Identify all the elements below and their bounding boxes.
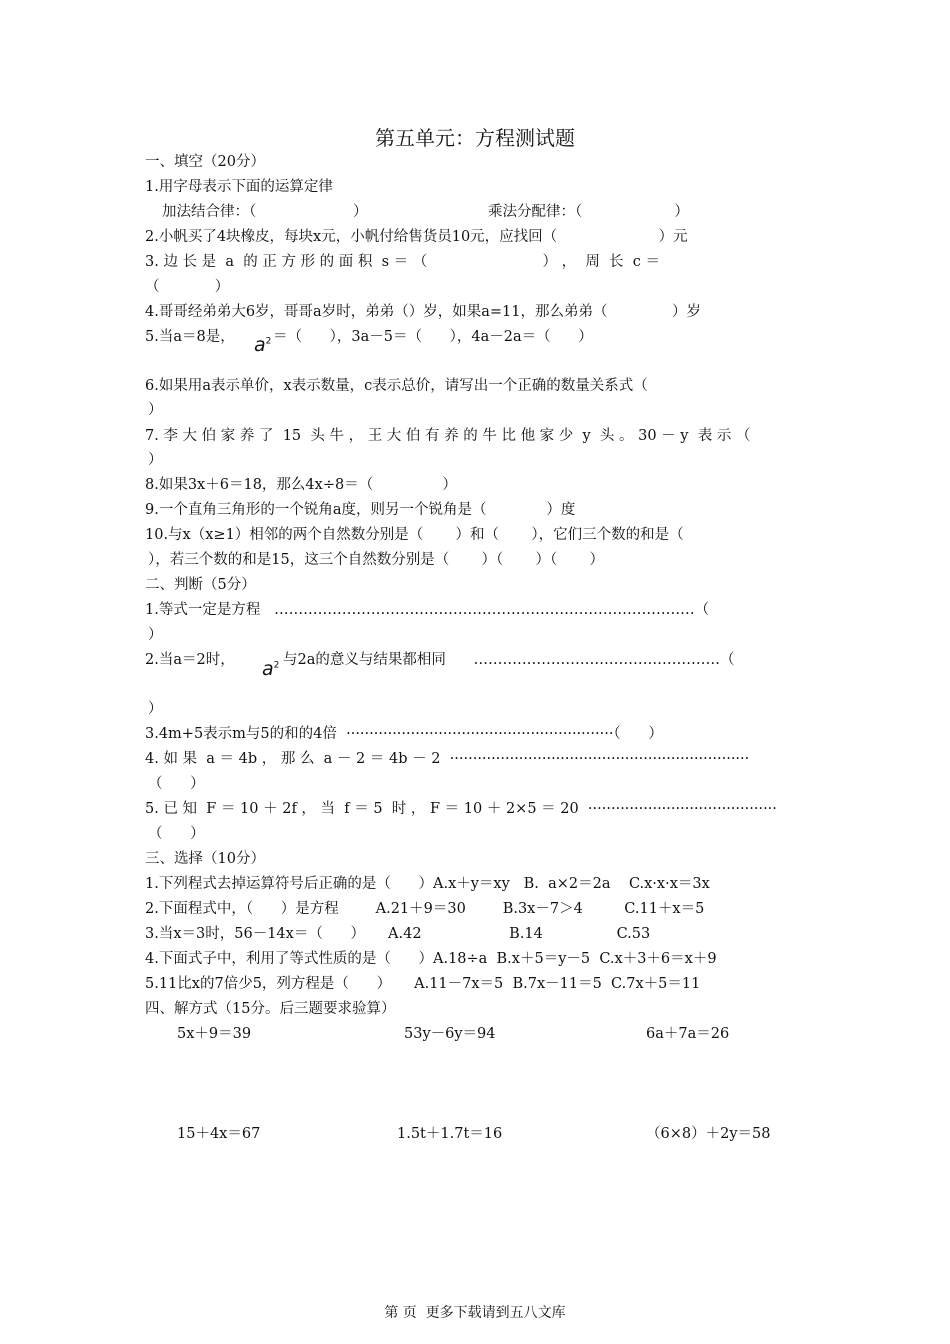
choice-q4: 4.下面式子中，利用了等式性质的是（ ）A.18÷a B.x＋5＝y－5 C.x＋3＋6＝x＋9 (145, 951, 717, 967)
fill-q1-multiplication: 乘法分配律：（ ） (488, 204, 689, 220)
judge-q5-line2: （ ） (148, 826, 205, 842)
page-title: 第五单元：方程测试题 (375, 126, 575, 150)
judge-q2-end: ） (148, 701, 163, 717)
choice-q2: 2.下面程式中，（ ）是方程 A.21＋9＝30 B.3x－7＞4 C.11＋x＝5 (145, 901, 705, 917)
fill-q5-prefix: 5.当a＝8是， (145, 329, 235, 345)
section-4-heading: 四、解方式（15分。后三题要求验算） (145, 1001, 396, 1017)
choice-q1: 1.下列程式去掉运算符号后正确的是（ ）A.x＋y＝xy B. a×2＝2a C.x·x·x＝3x (145, 876, 710, 892)
section-2-heading: 二、判断（5分） (145, 577, 256, 593)
judge-q1: 1.等式一定是方程 ……………………………………………………………………………（ (145, 602, 710, 618)
equation: （6×8）＋2y＝58 (646, 1126, 771, 1142)
fill-q1: 1.用字母表示下面的运算定律 (145, 179, 333, 195)
judge-q5-line1: 5. 已 知 F ＝ 10 ＋ 2f ， 当 f ＝ 5 时 ， F ＝ 10 ＋ 2×5 ＝ 20 ········································· (145, 801, 777, 817)
fill-q7-line1: 7. 李 大 伯 家 养 了 15 头 牛 ， 王 大 伯 有 养 的 牛 比 他 家 少 y 头 。 30 － y 表 示 （ (145, 428, 751, 444)
section-3-heading: 三、选择（10分） (145, 851, 265, 867)
judge-q2-rest: 与2a的意义与结果都相同 ……………………………………………（ (283, 652, 735, 668)
fill-q8: 8.如果3x＋6＝18，那么4x÷8＝（ ） (145, 477, 457, 493)
fill-q10-line2: ），若三个数的和是15，这三个自然数分别是（ ）（ ）（ ） (148, 552, 604, 568)
fill-q3-line1: 3. 边 长 是 a 的 正 方 形 的 面 积 s ＝ （ ） ， 周 长 c ＝ (145, 254, 660, 270)
judge-q1-end: ） (148, 627, 163, 643)
choice-q5: 5.11比x的7倍少5，列方程是（ ） A.11－7x＝5 B.7x－11＝5 C.7x＋5＝11 (145, 976, 701, 992)
equation: 15＋4x＝67 (177, 1126, 261, 1142)
section-1-heading: 一、填空（20分） (145, 154, 265, 170)
a-squared-formula: $a^2$ (262, 658, 280, 680)
choice-q3: 3.当x＝3时，56－14x＝（ ） A.42 B.14 C.53 (145, 926, 651, 942)
fill-q3-line2: （ ） (145, 279, 230, 295)
judge-q3: 3.4m+5表示m与5的和的4倍 ··························································（ ） (145, 726, 663, 742)
fill-q5-rest: ＝（ ），3a－5＝（ ），4a－2a＝（ ） (273, 329, 593, 345)
fill-q1-addition: 加法结合律：（ ） (162, 204, 368, 220)
equation: 1.5t＋1.7t＝16 (397, 1126, 503, 1142)
a-squared-formula: $a^2$ (254, 334, 272, 356)
fill-q10-line1: 10.与x（x≥1）相邻的两个自然数分别是（ ）和（ ），它们三个数的和是（ (145, 527, 684, 543)
equation: 5x＋9＝39 (177, 1026, 252, 1042)
equation: 6a＋7a＝26 (646, 1026, 730, 1042)
judge-q4-line1: 4. 如 果 a ＝ 4b ， 那 么 a － 2 ＝ 4b － 2 ································································· (145, 751, 750, 767)
fill-q7-line2: ） (148, 452, 163, 468)
fill-q9: 9.一个直角三角形的一个锐角a度，则另一个锐角是（ ）度 (145, 502, 576, 518)
judge-q4-line2: （ ） (148, 776, 205, 792)
equation: 53y－6y＝94 (404, 1026, 496, 1042)
page-footer: 第 页 更多下载请到五八文库 (384, 1305, 566, 1321)
fill-q6-line2: ） (148, 402, 163, 418)
fill-q2: 2.小帆买了4块橡皮，每块x元，小帆付给售货员10元，应找回（ ）元 (145, 229, 688, 245)
fill-q4: 4.哥哥经弟弟大6岁，哥哥a岁时，弟弟（）岁，如果a=11，那么弟弟（ ）岁 (145, 304, 701, 320)
fill-q6-line1: 6.如果用a表示单价，x表示数量，c表示总价，请写出一个正确的数量关系式（ (145, 378, 648, 394)
judge-q2-prefix: 2.当a＝2时， (145, 652, 235, 668)
